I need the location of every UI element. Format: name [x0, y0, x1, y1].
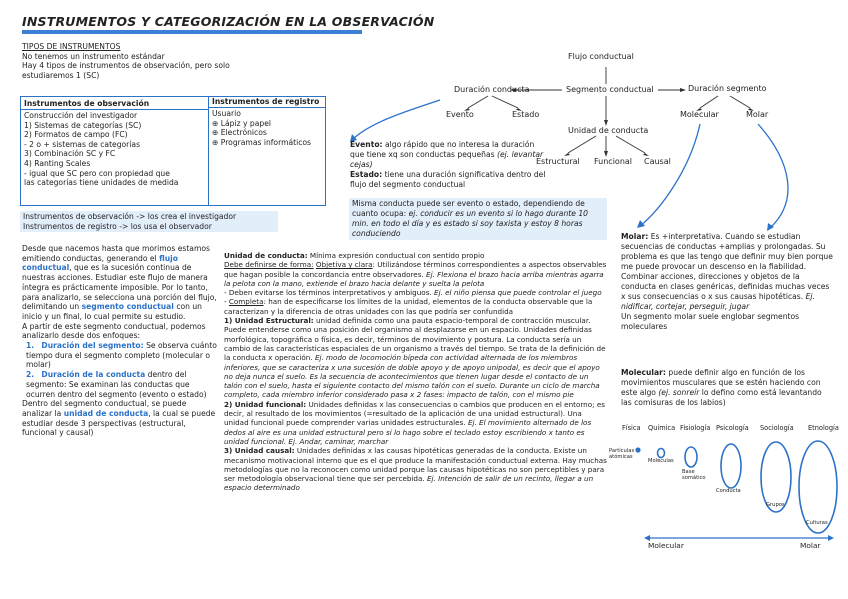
term-duracion-segmento: Duración del segmento:: [41, 341, 144, 351]
text: Se observa cuánto tiempo dura el segmento completo (molecular o molar): [26, 341, 217, 370]
text: Un segmento molar suele englobar segmentos moleculares: [621, 312, 800, 331]
label-particulas: Partículas atómicas: [609, 448, 635, 460]
term-segmento: segmento conductual: [81, 302, 174, 312]
text: : han de especificarse los límites de la unidad, elementos de la conducta observable que la caracterizan y la diferencia de otras unidades con las que podría ser confundida: [224, 297, 593, 316]
discipline-psicologia: Psicología: [716, 424, 749, 432]
term-estado: Estado:: [350, 170, 383, 179]
text: Dentro del segmento conductual, se puede analizar la: [22, 399, 187, 418]
text: Mínima expresión conductual con sentido propio: [309, 251, 485, 260]
text: Objetiva y clara: [315, 260, 373, 270]
text: Desde que nacemos hasta que morimos estamos emitiendo conductas, generando el: [22, 244, 210, 263]
tipos-heading: TIPOS DE INSTRUMENTOS: [22, 42, 121, 51]
enfoques-paragraph: A partir de este segmento conductual, podemos analizarlo desde dos enfoques:: [22, 321, 206, 341]
discipline-quimica: Química: [648, 424, 676, 432]
summary-line: Instrumentos de registro -> los usa el observador: [23, 221, 212, 231]
text: Misma conducta puede ser evento o estado, dependiendo de cuanto ocupa:: [352, 199, 585, 218]
estado-def: [350, 170, 546, 190]
tree-node-causal: Causal: [644, 157, 671, 166]
unidad-conducta-section: [224, 251, 608, 493]
text: con un inicio y un final, lo cual permite su estudio.: [22, 302, 202, 321]
discipline-fisiologia: Fisiología: [680, 424, 711, 432]
text: , que es la sucesión continua de nuestras acciones. Estudiar este flujo de manera íntegra es prácticamente imposible. Por lo tanto, para analizarlo, se selecciona una porción del flujo, delimitando un: [22, 263, 217, 312]
molecular-section: [621, 368, 833, 408]
unidad-evitar: [224, 288, 608, 297]
unidad-causal: [224, 446, 608, 492]
table-cell: las categorías tiene unidades de medida: [24, 178, 179, 188]
table-header-observacion: Instrumentos de observación: [24, 99, 150, 108]
table-cell: ⊕ Electrónicos: [212, 128, 267, 138]
text: puede definir algo en función de los movimientos musculares que se estén haciendo con este algo: [621, 368, 821, 397]
table-cell: ⊕ Programas informáticos: [212, 137, 311, 147]
text: Debe definirse de forma:: [224, 260, 314, 270]
tree-node-estructural: Estructural: [536, 157, 580, 166]
tipos-line: No tenemos un instrumento estándar: [22, 51, 165, 61]
term-flujo: flujo conductual: [22, 253, 178, 273]
table-cell: - 2 o + sistemas de categorías: [24, 139, 141, 149]
text: algo rápido que no interesa la duración que tiene xq son conductas pequeñas: [350, 140, 535, 159]
unidad-definicion: [224, 260, 608, 288]
tree-node-duracion-segmento: Duración segmento: [688, 84, 767, 93]
term: 3) Unidad causal:: [224, 446, 295, 456]
text: - Deben evitarse los términos interpretativos y ambiguos.: [224, 288, 432, 298]
unidad-funcional: [224, 400, 608, 446]
label-conducta: Conducta: [716, 488, 741, 494]
label-grupos: Grupos: [766, 502, 785, 508]
label-base-somatico: Base somático: [682, 469, 706, 481]
tree-node-unidad: Unidad de conducta: [568, 126, 649, 135]
evento-estado: [350, 140, 546, 190]
page-title: INSTRUMENTOS Y CATEGORIZACIÓN EN LA OBSERVACIÓN: [22, 14, 435, 29]
table-cell: 3) Combinación SC y FC: [24, 149, 116, 159]
example: (ej. sonreír: [658, 388, 700, 397]
discipline-fisica: Física: [622, 424, 641, 432]
term-duracion-conducta: Duración de la conducta: [41, 370, 146, 380]
text: lo defino como está levantando las comisuras de los labios): [621, 388, 822, 407]
text: unidad definida como una pauta espacio-temporal de contracción muscular. Puede entenderse como una posición del organismo al desplazarse en un espacio. Unidades definidas morfológica, topográfica o física, es decir, términos de movimiento y postura. La conducta sería un cambio de las características espaciales de un organismo a través del tiempo. Se trata de la definición de la conducta x operación.: [224, 316, 606, 363]
example: Ej. modo de locomoción bípeda con actividad alternada de los miembros inferiores, que se caracteriza x una sucesión de doble apoyo y de apoyo unipodal, es decir que el apoyo no deja nunca el suelo. Es la secuencia de acontecimientos que tienen lugar desde el contacto de un talón con el suelo, hasta el siguiente contacto del mismo talón con el suelo. Durante un ciclo de marcha completo, cada miembro inferior considerado pasa x 2 fases: impacto de talón, con el mismo pie: [224, 353, 600, 400]
example: ej. conducir es un evento si lo hago durante 10 min. en todo el día y es estado si soy taxista y estoy 8 horas conduciendo: [352, 209, 589, 238]
table-cell: 1) Sistemas de categorías (SC): [24, 120, 142, 130]
molar-section: [621, 232, 833, 332]
tree-node-duracion-conducta: Duración conducta: [454, 85, 530, 94]
term: 1) Unidad Estructural:: [224, 316, 314, 326]
tree-node-root: Flujo conductual: [568, 52, 634, 61]
tree-node-funcional: Funcional: [594, 157, 633, 166]
discipline-sociologia: Sociología: [760, 424, 794, 432]
example: Ej. Flexiona el brazo hacia arriba mientras agarra la pelota con la mano, extiende el brazo hacia delante y suelta la pelota: [224, 269, 604, 288]
scale-diagram: [609, 424, 844, 594]
evento-estado-note: [349, 198, 607, 240]
table-cell: Construcción del investigador: [24, 111, 138, 120]
scale-ellipses: [618, 424, 844, 594]
example: Ej. nidificar, cortejar, perseguir, jugar: [621, 292, 815, 311]
tree-node-molecular: Molecular: [680, 110, 719, 119]
text: Es +interpretativa. Cuando se estudian secuencias de conductas +amplias y prolongadas. Su problema es que las tengo que definir muy bien porque me puede provocar un descenso en la fiabilidad. Combinar acciones, direcciones y objetos de la conducta en clases genéricas, definidas muchas veces x sus consecuencias o x sus causas hipotéticas.: [621, 232, 833, 301]
label-moleculas: Moléculas: [648, 458, 674, 464]
num: 2.: [26, 370, 35, 380]
table-cell: 2) Formatos de campo (FC): [24, 130, 128, 140]
table-cell: - igual que SC pero con propiedad que: [24, 168, 170, 178]
summary-line: Instrumentos de observación -> los crea el investigador: [23, 212, 237, 221]
example: Ej. el niño piensa que puede controlar el juego: [434, 288, 602, 298]
unidad-heading: [224, 251, 608, 260]
tree-node-segmento: Segmento conductual: [566, 85, 654, 94]
text: Unidades definidas x las causas hipotéticas generadas de la conducta. Existe un mecanismo motivacional interno que es el que produce la manifestación conductual externa. Hay muchas metodologías que no la reconocen como unidad porque las causas hipotéticas no son perceptibles y para ser metodología observacional tiene que ser percebida.: [224, 446, 607, 484]
term-molecular: Molecular:: [621, 368, 666, 377]
example: (ej. levantar cejas): [350, 150, 544, 169]
text: : Utilizándose términos correspondientes a aspectos observables que hagan posible la concordancia entre observadores.: [224, 260, 607, 279]
term: 2) Unidad funcional:: [224, 399, 307, 409]
text: Completa: [228, 297, 264, 307]
tree-node-evento: Evento: [446, 110, 474, 119]
term-evento: Evento:: [350, 140, 383, 149]
label-culturas: Culturas: [806, 520, 828, 526]
tipos-line: Hay 4 tipos de instrumentos de observación, pero solo: [22, 61, 230, 71]
text: tiene una duración significativa dentro del flujo del segmento conductual: [350, 170, 546, 189]
scale-left-label: Molecular: [648, 541, 684, 550]
term-unidad: unidad de conducta: [63, 408, 149, 418]
unidad-estructural: [224, 316, 608, 400]
example: Ej. El movimiento alternado de los dedos al aire es una unidad estructural pero si lo hago sobre el teclado estoy escribiendo x tanto es unidad funcional. Ej. Andar, caminar, marchar: [224, 418, 592, 446]
term-unidad: Unidad de conducta:: [224, 251, 308, 260]
tipos-line: estudiaremos 1 (SC): [22, 70, 100, 80]
term-molar: Molar:: [621, 232, 649, 241]
table-cell: ⊕ Lápiz y papel: [212, 118, 271, 128]
unidad-completa: - Completa: han de especificarse los límites de la unidad, elementos de la conducta observable que la caracterizan y la diferencia de otras unidades con las que podría ser confundida: [224, 297, 593, 316]
scale-right-label: Molar: [800, 541, 821, 550]
tree-node-molar: Molar: [746, 110, 769, 119]
table-header-registro: Instrumentos de registro: [212, 97, 320, 106]
text: , la cual se puede estudiar desde 3 perspectivas (estructural, funcional y causal): [22, 408, 216, 438]
table-cell: Usuario: [212, 109, 241, 118]
num: 1.: [26, 341, 35, 351]
discipline-etnologia: Etnología: [808, 424, 839, 432]
tree-node-estado: Estado: [512, 110, 540, 119]
text: Unidades definidas x las consecuencias o cambios que producen en el entorno; es decir, al resultado de los movimientos (=resultado de la aplicación de una unidad estructural). Una unidad funcional puede comprender varias unidades estructurales.: [224, 399, 605, 428]
table-cell: 4) Ranting Scales: [24, 158, 91, 168]
text: dentro del segmento: Se examinan las conductas que ocurren dentro del segmento (evento o estado): [26, 370, 207, 399]
evento-def: [350, 140, 546, 170]
example: Ej. Intención de salir de un recinto, llegar a un espacio determinado: [224, 474, 594, 493]
